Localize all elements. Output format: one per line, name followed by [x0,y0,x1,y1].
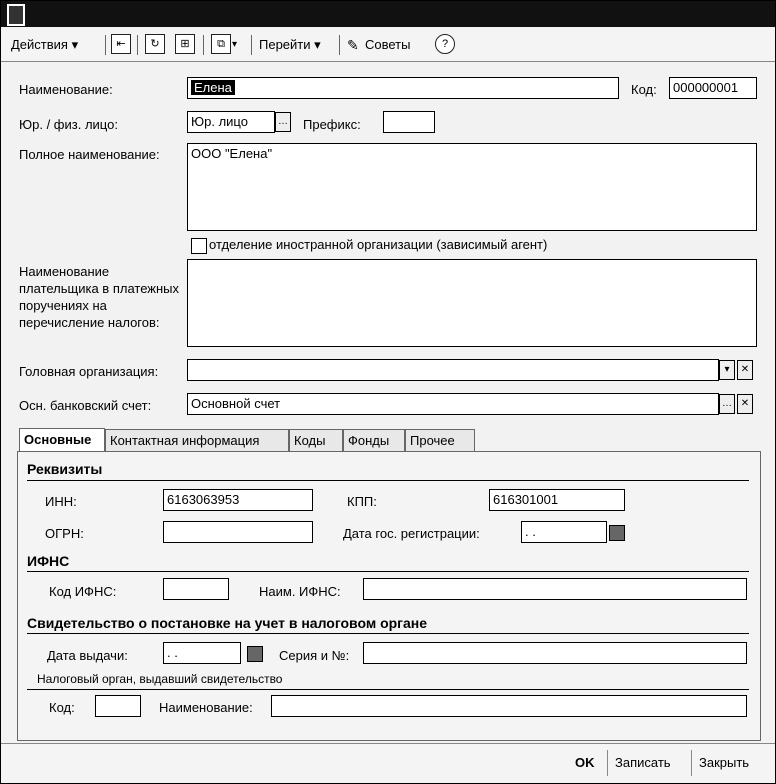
foreign-branch-label: отделение иностранной организации (зависимый агент) [209,237,548,252]
footer-separator [607,750,608,776]
toolbar [1,29,775,62]
calendar-icon[interactable] [609,525,625,541]
bank-account-field[interactable]: Основной счет [187,393,719,415]
head-org-label: Головная организация: [19,364,159,379]
prefix-field[interactable] [383,111,435,133]
foreign-branch-checkbox[interactable] [191,238,207,254]
divider [27,633,749,634]
name-field[interactable] [187,77,619,99]
tab-codes[interactable]: Коды [289,429,343,451]
inn-field[interactable]: 6163063953 [163,489,313,511]
legal-type-label: Юр. / физ. лицо: [19,117,118,132]
footer-separator [691,750,692,776]
registration-date-field[interactable]: . . [521,521,607,543]
issue-date-field[interactable]: . . [163,642,241,664]
bank-account-select-button[interactable]: … [719,394,735,414]
full-name-label: Полное наименование: [19,147,160,162]
bank-account-label: Осн. банковский счет: [19,398,152,413]
window-icon [7,4,25,26]
divider [27,689,749,690]
ok-button[interactable]: OK [575,755,595,770]
ifns-name-field[interactable] [363,578,747,600]
certificate-heading: Свидетельство о постановке на учет в налоговом органе [27,615,428,631]
kpp-label: КПП: [347,494,377,509]
close-button[interactable]: Закрыть [699,755,750,770]
tips-icon: ✎ [347,37,359,53]
goto-menu[interactable]: Перейти ▾ [259,37,321,52]
ogrn-label: ОГРН: [45,526,84,541]
kpp-field[interactable]: 616301001 [489,489,625,511]
requisites-heading: Реквизиты [27,461,103,477]
divider [27,571,749,572]
tab-other[interactable]: Прочее [405,429,475,451]
prefix-label: Префикс: [303,117,361,132]
ifns-code-label: Код ИФНС: [49,584,117,599]
name-value: Елена [191,80,235,95]
toolbar-separator [339,35,340,55]
legal-type-select-button[interactable]: … [275,112,291,132]
tips-button[interactable]: Советы [365,37,411,52]
name-label: Наименование: [19,82,113,97]
full-name-field[interactable]: ООО "Елена" [187,143,757,231]
code-label: Код: [631,82,657,97]
issuer-label: Налоговый орган, выдавший свидетельство [37,672,283,686]
payer-name-label: Наименование плательщика в платежных поручениях на перечисление налогов: [19,264,180,330]
save-button[interactable]: Записать [615,755,671,770]
series-number-label: Серия и №: [279,648,350,663]
issue-date-label: Дата выдачи: [47,648,128,663]
toolbar-separator [105,35,106,55]
go-up-icon[interactable]: ⇤ [111,34,131,54]
divider [27,480,749,481]
bank-account-clear-icon[interactable]: ✕ [737,394,753,414]
ifns-name-label: Наим. ИФНС: [259,584,341,599]
legal-type-field[interactable]: Юр. лицо [187,111,275,133]
issuer-code-field[interactable] [95,695,141,717]
ogrn-field[interactable] [163,521,313,543]
head-org-dropdown-icon[interactable]: ▾ [719,360,735,380]
chevron-down-icon[interactable]: ▾ [232,39,238,50]
issuer-code-label: Код: [49,700,75,715]
ifns-code-field[interactable] [163,578,229,600]
toolbar-separator [137,35,138,55]
toolbar-separator [251,35,252,55]
registration-date-label: Дата гос. регистрации: [343,526,480,541]
help-icon[interactable]: ? [435,34,455,54]
refresh-icon[interactable]: ↻ [145,34,165,54]
calendar-icon[interactable] [247,646,263,662]
tab-funds[interactable]: Фонды [343,429,405,451]
tab-main[interactable]: Основные [19,428,105,452]
issuer-name-label: Наименование: [159,700,253,715]
inn-label: ИНН: [45,494,77,509]
copy-icon[interactable]: ⧉ [211,34,231,54]
code-field[interactable]: 000000001 [669,77,757,99]
title-bar [1,1,775,27]
series-number-field[interactable] [363,642,747,664]
structure-icon[interactable]: ⊞ [175,34,195,54]
tab-contacts[interactable]: Контактная информация [105,429,289,451]
payer-name-field[interactable] [187,259,757,347]
issuer-name-field[interactable] [271,695,747,717]
ifns-heading: ИФНС [27,553,70,569]
head-org-field[interactable] [187,359,719,381]
head-org-clear-icon[interactable]: ✕ [737,360,753,380]
toolbar-separator [203,35,204,55]
footer-bar [1,743,775,782]
actions-menu[interactable]: Действия ▾ [11,37,79,52]
